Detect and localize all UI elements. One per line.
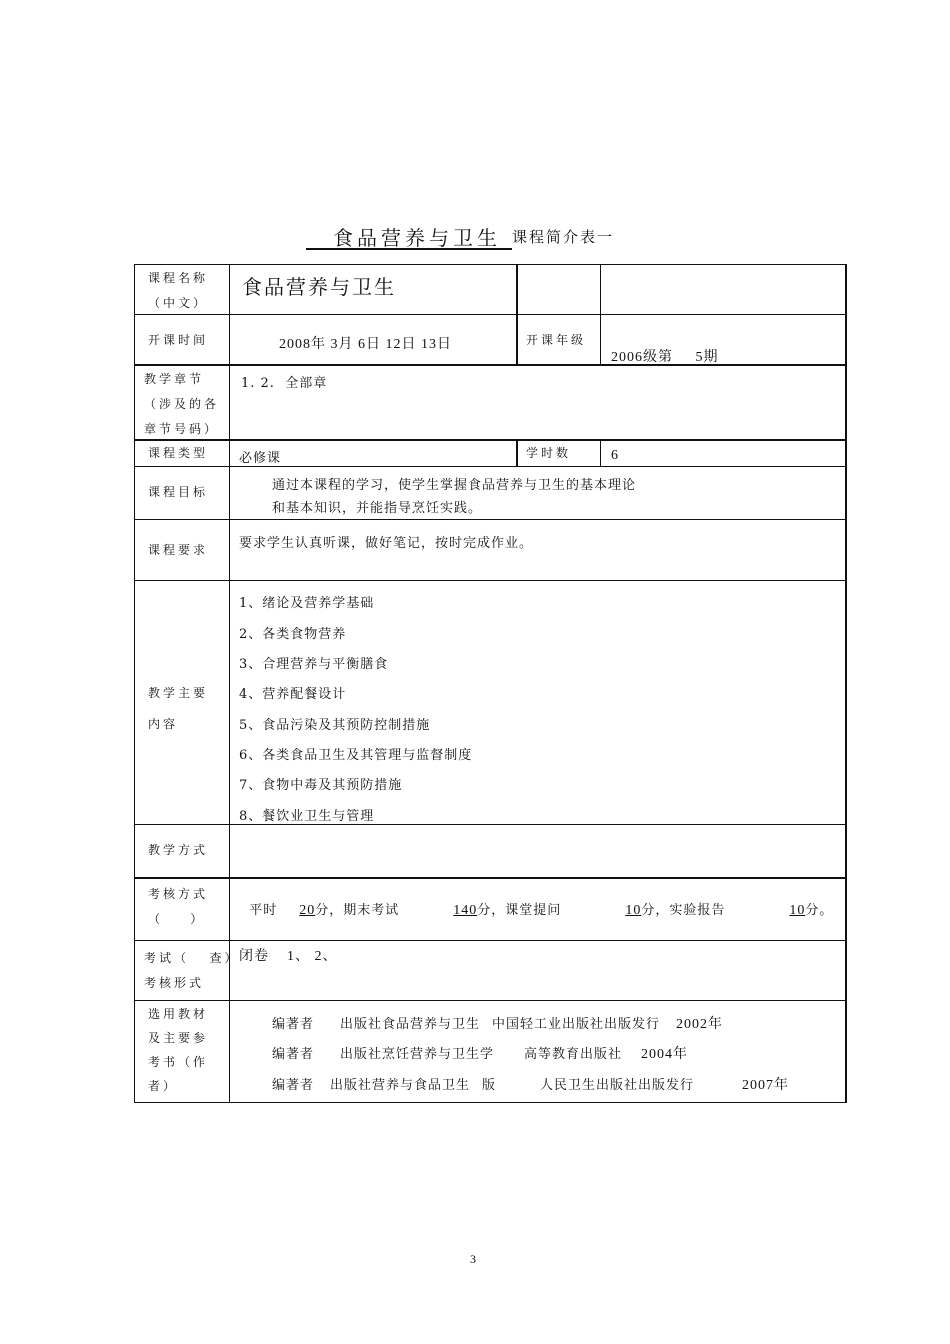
assessment-mid1: 分，期末考试 [315, 903, 400, 918]
document-subtitle: 课程简介表一 [512, 228, 615, 246]
chapters-label: 教学章节 （涉及的各 章节号码） [144, 372, 220, 436]
grade-value: 2006级第 5期 [611, 350, 719, 365]
hours-label: 学时数 [526, 446, 572, 460]
textbook-press: 中国轻工业出版社出版发行 [492, 1017, 661, 1032]
page-number: 3 [470, 1252, 476, 1266]
textbook-title: 营养与食品卫生 [372, 1078, 471, 1093]
assessment-post: 分。 [805, 903, 834, 918]
requirements-value: 要求学生认真听课，做好笔记，按时完成作业。 [239, 536, 534, 551]
textbook-press: 高等教育出版社 [524, 1047, 623, 1062]
assessment-pre: 平时 [249, 903, 278, 918]
textbook-author: 编著者 [272, 1078, 315, 1093]
textbook-author: 编著者 [272, 1017, 315, 1032]
course-name-value: 食品营养与卫生 [242, 275, 396, 299]
method-label: 教学方式 [148, 843, 209, 857]
assessment-report-score: 10 [789, 903, 806, 918]
goal-line-2: 和基本知识，并能指导烹饪实践。 [272, 501, 483, 516]
content-item: 6、各类食品卫生及其管理与监督制度 [239, 748, 473, 763]
textbook-publisher: 出版社 [330, 1078, 373, 1093]
textbook-author: 编著者 [272, 1047, 315, 1062]
textbook-press: 人民卫生出版社出版发行 [540, 1078, 695, 1093]
textbooks-label: 选用教材 及主要参 考书（作 者） [148, 1007, 209, 1093]
goal-label: 课程目标 [148, 485, 209, 499]
textbook-title: 食品营养与卫生 [382, 1017, 481, 1032]
assessment-final-score: 140 [453, 903, 478, 918]
textbook-publisher: 出版社 [340, 1017, 383, 1032]
textbook-year: 2007年 [742, 1078, 789, 1093]
content-item: 5、食品污染及其预防控制措施 [239, 718, 431, 733]
content-item: 1、绪论及营养学基础 [239, 596, 375, 611]
grade-label: 开课年级 [526, 333, 587, 347]
chapters-value: 1. 2. 全部章 [241, 376, 328, 391]
assessment-mid3: 分，实验报告 [641, 903, 726, 918]
course-type-value: 必修课 [239, 451, 282, 466]
content-item: 3、合理营养与平衡膳食 [239, 657, 389, 672]
assessment-label: 考核方式 （ ） [148, 887, 209, 926]
assessment-text [239, 884, 833, 919]
textbook-title: 烹饪营养与卫生学 [382, 1047, 495, 1062]
exam-type-label: 考试（ 查） 考核形式 [144, 951, 240, 990]
textbook-edition: 版 [482, 1078, 497, 1093]
schedule-value: 2008年 3月 6日 12日 13日 [279, 337, 452, 352]
schedule-label: 开课时间 [148, 333, 209, 347]
title-underline [306, 248, 512, 250]
textbook-year: 2004年 [641, 1047, 688, 1062]
textbook-publisher: 出版社 [340, 1047, 383, 1062]
content-item: 8、餐饮业卫生与管理 [239, 809, 375, 824]
content-item: 7、食物中毒及其预防措施 [239, 778, 403, 793]
assessment-question-score: 10 [625, 903, 642, 918]
goal-line-1: 通过本课程的学习，使学生掌握食品营养与卫生的基本理论 [272, 478, 637, 493]
textbook-year: 2002年 [676, 1017, 723, 1032]
assessment-mid2: 分，课堂提问 [477, 903, 562, 918]
requirements-label: 课程要求 [148, 543, 209, 557]
exam-type-value: 闭卷 1、 2、 [239, 949, 338, 964]
content-item: 2、各类食物营养 [239, 627, 347, 642]
hours-value: 6 [611, 448, 619, 463]
course-name-label: 课程名称 （中文） [148, 271, 209, 310]
content-label: 教学主要 内容 [148, 686, 209, 731]
content-item: 4、营养配餐设计 [239, 687, 347, 702]
course-type-label: 课程类型 [148, 446, 209, 460]
document-title: 食品营养与卫生 [333, 226, 501, 250]
assessment-usual-score: 20 [299, 903, 316, 918]
